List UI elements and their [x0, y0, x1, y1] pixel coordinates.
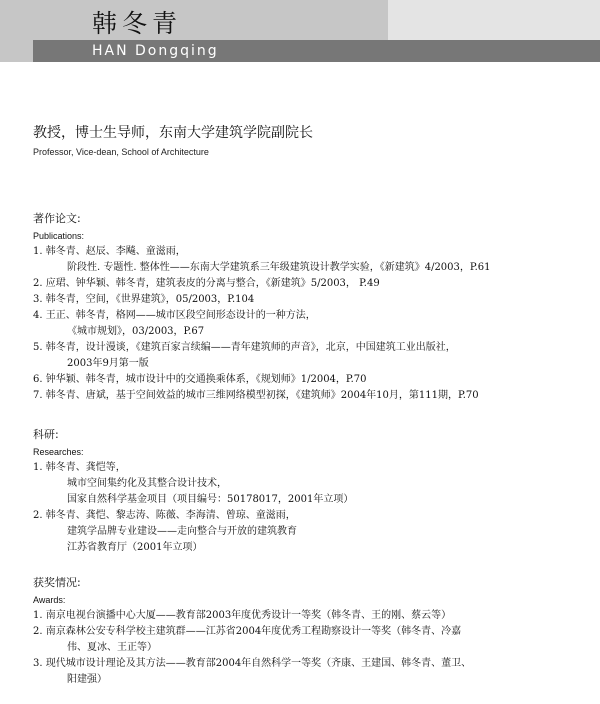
- name-english: HAN Dongqing: [92, 43, 219, 59]
- list-item: [33, 292, 593, 308]
- list-item-first-line: [33, 608, 593, 624]
- list-item-text: 韩冬青，空间，《世界建筑》，05/2003，P.104: [45, 294, 255, 305]
- list-item-text: 韩冬青，设计漫谈，《建筑百家言续编——青年建筑师的声音》，北京，中国建筑工业出版社，: [45, 342, 456, 353]
- list-item-number: 1.: [33, 462, 43, 473]
- list-item: [33, 624, 593, 656]
- list-item-text: 南京森林公安专科学校主建筑群——江苏省2004年度优秀工程勘察设计一等奖（韩冬青、冷嘉: [45, 626, 462, 637]
- list-item: [33, 388, 593, 404]
- list-item-first-line: [33, 656, 593, 672]
- list-item-number: 7.: [33, 390, 43, 401]
- position-title-chinese: 教授，博士生导师，东南大学建筑学院副院长: [33, 125, 313, 141]
- list-item-first-line: [33, 624, 593, 640]
- list-item-text: 韩冬青、龚恺、黎志涛、陈薇、李海清、曾琼、童滋雨，: [45, 510, 296, 521]
- list-item-continuation: 阳建强）: [67, 674, 107, 685]
- list-item-continuation: 伟、夏冰、王正等）: [67, 642, 157, 653]
- list-item: [33, 372, 593, 388]
- list-item-text: 钟华颖、韩冬青，城市设计中的交通换乘体系，《规划师》1/2004，P.70: [45, 374, 367, 385]
- list-item-first-line: [33, 340, 593, 356]
- list-item-continuation: 国家自然科学基金项目（项目编号：50178017，2001年立项）: [67, 494, 354, 505]
- list-item-continuation: 建筑学品牌专业建设——走向整合与开放的建筑教育: [67, 526, 297, 537]
- research-heading: 科研:: [33, 428, 59, 441]
- list-item-number: 2.: [33, 510, 43, 521]
- list-item-first-line: [33, 508, 593, 524]
- list-item-first-line: [33, 292, 593, 308]
- list-item-number: 5.: [33, 342, 43, 353]
- list-item-first-line: [33, 244, 593, 260]
- list-item-first-line: [33, 308, 593, 324]
- awards-subheading: Awards:: [33, 595, 66, 605]
- publications-subheading: Publications:: [33, 231, 85, 241]
- list-item-first-line: [33, 460, 593, 476]
- list-item-number: 3.: [33, 658, 43, 669]
- research-subheading: Researches:: [33, 447, 84, 457]
- list-item-continuation: 《城市规划》，03/2003，P.67: [67, 326, 205, 337]
- list-item-number: 2.: [33, 278, 43, 289]
- position-title-english: Professor, Vice-dean, School of Architecture: [33, 147, 209, 157]
- list-item-continuation: 2003年9月第一版: [67, 358, 149, 369]
- list-item-number: 2.: [33, 626, 43, 637]
- list-item-text: 王正、韩冬青，格网——城市区段空间形态设计的一种方法，: [45, 310, 316, 321]
- list-item: [33, 244, 593, 276]
- list-item: [33, 308, 593, 340]
- list-item-first-line: [33, 388, 593, 404]
- list-item-text: 韩冬青、龚恺等，: [45, 462, 126, 473]
- list-item: [33, 460, 593, 508]
- research-section: [33, 428, 593, 556]
- list-item-text: 南京电视台演播中心大厦——教育部2003年度优秀设计一等奖（韩冬青、王的刚、蔡云等）: [45, 610, 452, 621]
- awards-heading: 获奖情况:: [33, 576, 81, 589]
- awards-section: [33, 576, 593, 688]
- list-item-number: 3.: [33, 294, 43, 305]
- list-item-continuation: 江苏省教育厅（2001年立项）: [67, 542, 203, 553]
- list-item-number: 1.: [33, 246, 43, 257]
- list-item-text: 韩冬青、赵辰、李飚、童滋雨，: [45, 246, 186, 257]
- list-item-continuation: 阶段性. 专题性. 整体性——东南大学建筑系三年级建筑设计教学实验，《新建筑》4/2003，P.61: [67, 262, 491, 273]
- publications-heading: 著作论文:: [33, 212, 81, 225]
- list-item: [33, 608, 593, 624]
- list-item-text: 现代城市设计理论及其方法——教育部2004年自然科学一等奖（齐康、王建国、韩冬青、董卫、: [45, 658, 472, 669]
- name-chinese: 韩冬青: [92, 9, 183, 38]
- list-item-number: 6.: [33, 374, 43, 385]
- list-item: [33, 340, 593, 372]
- list-item: [33, 656, 593, 688]
- list-item: [33, 276, 593, 292]
- list-item-continuation: 城市空间集约化及其整合设计技术，: [67, 478, 227, 489]
- list-item-number: 1.: [33, 610, 43, 621]
- list-item-text: 韩冬青、唐斌，基于空间效益的城市三维网络模型初探，《建筑师》2004年10月，第111期，P.70: [45, 390, 479, 401]
- research-list: [33, 460, 593, 556]
- awards-list: [33, 608, 593, 688]
- publications-section: [33, 212, 593, 404]
- list-item-first-line: [33, 276, 593, 292]
- list-item-number: 4.: [33, 310, 43, 321]
- list-item-first-line: [33, 372, 593, 388]
- publications-list: [33, 244, 593, 404]
- list-item-text: 应珺、钟华颖、韩冬青，建筑表皮的分离与整合，《新建筑》5/2003， P.49: [45, 278, 380, 289]
- list-item: [33, 508, 593, 556]
